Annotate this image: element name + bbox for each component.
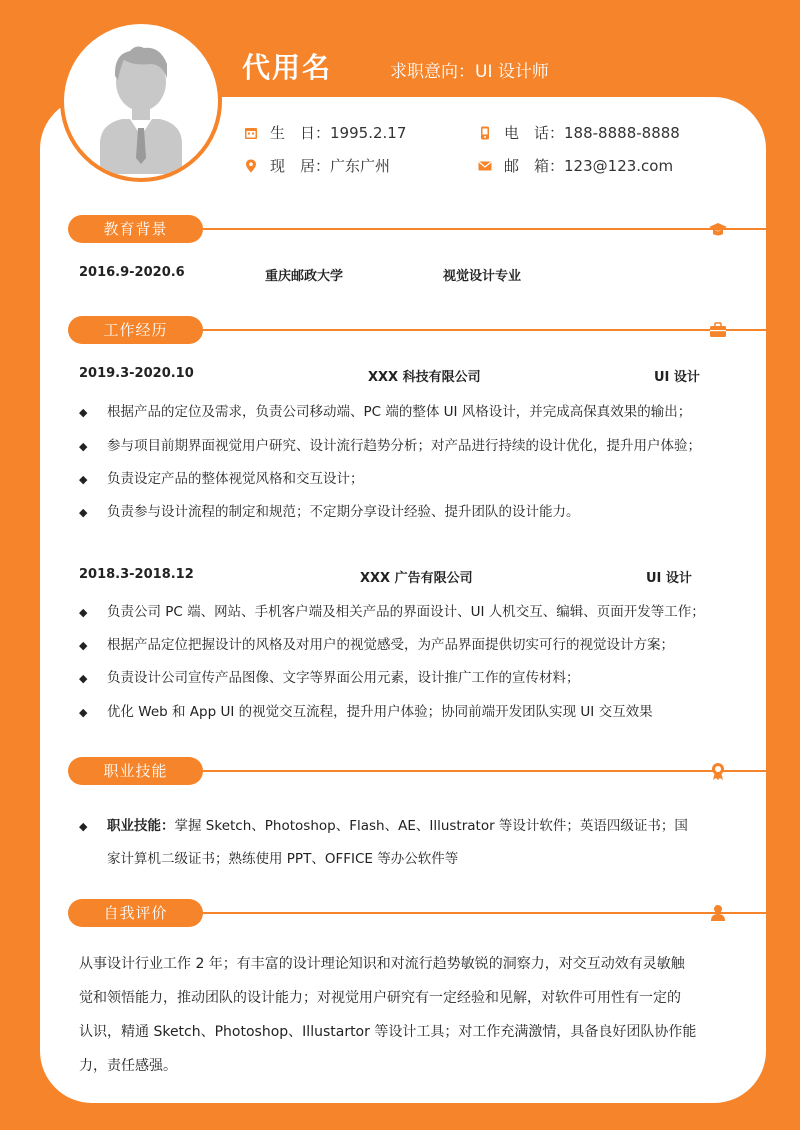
section-title: 职业技能 [68, 757, 203, 785]
duty-text: 参与项目前期界面视觉用户研究、设计流行趋势分析；对产品进行持续的设计优化，提升用户体验； [107, 438, 701, 454]
candidate-name: 代用名 [242, 51, 333, 84]
birth-value: 1995.2.17 [330, 123, 407, 142]
duty-text: 负责设定产品的整体视觉风格和交互设计； [107, 471, 364, 487]
mail-icon [478, 159, 492, 173]
list-item [79, 467, 364, 487]
avatar [60, 20, 222, 182]
section-self [68, 899, 738, 927]
person-icon [708, 903, 728, 923]
home-value: 广东广州 [330, 157, 391, 175]
list-item [79, 400, 691, 420]
duty-text: 优化 Web 和 App UI 的视觉交互流程，提升用户体验；协同前端开发团队实现 UI 交互效果 [107, 704, 653, 720]
duty-text: 负责公司 PC 端、网站、手机客户端及相关产品的界面设计、UI 人机交互、编辑、页面开发等工作； [107, 604, 705, 620]
email-value: 123@123.com [564, 156, 674, 175]
section-divider [203, 912, 768, 914]
location-pin-icon [244, 159, 258, 173]
section-title: 自我评价 [68, 899, 203, 927]
edu-major: 视觉设计专业 [443, 269, 522, 284]
job-role: UI 设计 [646, 571, 692, 586]
info-home [244, 155, 390, 176]
diamond-bullet-icon: ◆ [79, 406, 88, 419]
job-company: XXX 广告有限公司 [360, 571, 473, 586]
list-item [79, 434, 701, 454]
list-item [79, 666, 580, 686]
diamond-bullet-icon: ◆ [79, 506, 88, 519]
skills-label: 职业技能： [107, 818, 175, 834]
edu-period: 2016.9-2020.6 [79, 265, 185, 280]
job-period: 2018.3-2018.12 [79, 567, 194, 582]
section-work [68, 316, 738, 344]
diamond-bullet-icon: ◆ [79, 820, 88, 833]
info-email [478, 155, 673, 176]
duty-text: 负责参与设计流程的制定和规范；不定期分享设计经验、提升团队的设计能力。 [107, 504, 580, 520]
section-divider [203, 228, 768, 230]
self-eval-line: 认识，精通 Sketch、Photoshop、Illustartor 等设计工具；对工作充满激情，具备良好团队协作能 [79, 1024, 697, 1040]
diamond-bullet-icon: ◆ [79, 473, 88, 486]
duty-text: 根据产品的定位及需求，负责公司移动端、PC 端的整体 UI 风格设计，并完成高保真效果的输出； [107, 404, 692, 420]
edu-school: 重庆邮政大学 [265, 269, 344, 284]
info-phone [478, 122, 680, 143]
phone-icon [478, 126, 492, 140]
home-label: 现 居： [270, 157, 331, 175]
section-title: 工作经历 [68, 316, 203, 344]
award-ribbon-icon [708, 761, 728, 781]
job-period: 2019.3-2020.10 [79, 366, 194, 381]
job-intent: 求职意向：UI 设计师 [390, 62, 549, 82]
section-divider [203, 329, 768, 331]
list-item [79, 633, 674, 653]
section-divider [203, 770, 768, 772]
skills-line-cont: 家计算机二级证书；熟练使用 PPT、OFFICE 等办公软件等 [107, 851, 459, 867]
duty-text: 负责设计公司宣传产品图像、文字等界面公用元素，设计推广工作的宣传材料； [107, 670, 580, 686]
skills-line [79, 814, 688, 834]
diamond-bullet-icon: ◆ [79, 440, 88, 453]
self-eval-line: 从事设计行业工作 2 年；有丰富的设计理论知识和对流行趋势敏锐的洞察力，对交互动效有灵敏触 [79, 956, 685, 972]
diamond-bullet-icon: ◆ [79, 706, 88, 719]
section-education [68, 215, 738, 243]
diamond-bullet-icon: ◆ [79, 606, 88, 619]
list-item [79, 600, 705, 620]
skills-text: 掌握 Sketch、Photoshop、Flash、AE、Illustrator 等设计软件；英语四级证书；国 [174, 818, 688, 834]
avatar-person-icon [64, 24, 218, 178]
self-eval-line: 力，责任感强。 [79, 1058, 177, 1074]
info-birth [244, 122, 406, 143]
section-skills [68, 757, 738, 785]
phone-label: 电 话： [504, 124, 565, 142]
phone-value: 188-8888-8888 [564, 123, 680, 142]
list-item [79, 700, 653, 720]
section-title: 教育背景 [68, 215, 203, 243]
job-company: XXX 科技有限公司 [368, 370, 481, 385]
graduation-cap-icon [708, 219, 728, 239]
job-role: UI 设计 [654, 370, 700, 385]
briefcase-icon [708, 320, 728, 340]
calendar-icon [244, 126, 258, 140]
self-eval-line: 觉和领悟能力，推动团队的设计能力；对视觉用户研究有一定经验和见解，对软件可用性有一定的 [79, 990, 681, 1006]
birth-label: 生 日： [270, 124, 331, 142]
duty-text: 根据产品定位把握设计的风格及对用户的视觉感受，为产品界面提供切实可行的视觉设计方案； [107, 637, 674, 653]
diamond-bullet-icon: ◆ [79, 672, 88, 685]
list-item [79, 500, 580, 520]
diamond-bullet-icon: ◆ [79, 639, 88, 652]
email-label: 邮 箱： [504, 157, 565, 175]
